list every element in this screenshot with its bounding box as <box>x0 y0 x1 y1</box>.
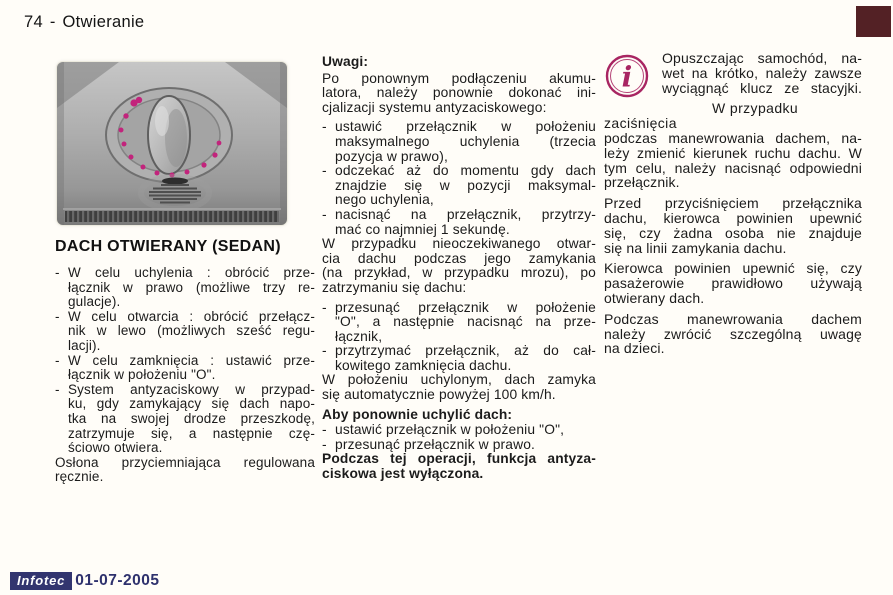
sunshade-note: Osłona przyciemniająca regulowana ręcznie. <box>55 454 315 485</box>
list-item-text: W celu uchylenia : obrócić prze- łącznik w prawo (możliwe trzy re- gulacje). <box>68 265 315 310</box>
list-item-text: odczekać aż do momentu gdy dach znajdzie się w pozycji maksymal- nego uchylenia, <box>335 163 596 208</box>
sunroof-instructions-list <box>55 266 315 485</box>
paragraph: Podczas manewrowania dachem należy zwrócić szczególną uwagę na dzieci. <box>604 310 862 357</box>
dash-bullet: - <box>322 436 327 452</box>
list-item-text: System antyzaciskowy w przypad- ku, gdy zamykający się dach napo- tka na swojej drodze przeszkodę, zatrzymuje się, a następnie czę- ściowo otwiera. <box>68 381 315 456</box>
paragraph: W położeniu uchylonym, dach zamyka się automatycznie powyżej 100 km/h. <box>322 372 596 403</box>
dash-bullet: - <box>322 119 327 135</box>
paragraph <box>604 101 862 190</box>
sunroof-dial-illustration <box>57 62 287 225</box>
right-column <box>604 51 862 362</box>
list-item <box>322 164 596 208</box>
section-heading: DACH OTWIERANY (SEDAN) <box>55 238 281 255</box>
list-item <box>322 438 596 453</box>
list-item <box>55 266 315 310</box>
info-icon <box>604 53 658 101</box>
footer-date: 01-07-2005 <box>75 572 160 589</box>
list-item <box>55 383 315 456</box>
sunroof-dial-photo <box>57 62 287 225</box>
paragraph-lead: W przypadku zaciśnięcia <box>604 100 799 132</box>
dash-bullet: - <box>322 343 327 359</box>
footer <box>10 572 160 590</box>
infotec-logo: Infotec <box>10 572 72 590</box>
list-item <box>322 120 596 164</box>
list-item-text: W celu otwarcia : obrócić przełącz- nik w lewo (możliwych sześć regu- lacji). <box>68 308 315 353</box>
left-column <box>55 62 315 490</box>
dash-bullet: - <box>55 265 60 280</box>
list-item <box>322 423 596 438</box>
page-header: 74 - Otwieranie <box>24 13 145 31</box>
dash-bullet: - <box>55 381 60 397</box>
list-item-text: przytrzymać przełącznik, aż do cał- kowitego zamknięcia dachu. <box>335 343 596 373</box>
list-item-text: W celu zamknięcia : ustawić prze- łącznik w położeniu "O". <box>68 352 315 383</box>
list-item <box>322 208 596 237</box>
list-item <box>55 354 315 383</box>
dash-bullet: - <box>55 308 60 324</box>
dash-bullet: - <box>55 352 60 368</box>
dash-bullet: - <box>322 163 327 179</box>
paragraph: Aby ponownie uchylić dach: <box>322 406 513 422</box>
list-item-text: nacisnąć na przełącznik, przytrzy- mać co najmniej 1 sekundę. <box>335 206 596 237</box>
list-item-text: ustawić przełącznik w położeniu "O", <box>335 422 565 438</box>
list-item <box>322 301 596 345</box>
list-item-text: ustawić przełącznik w położeniu maksymalnego uchylenia (trzecia pozycja w prawo), <box>335 119 596 164</box>
paragraph: Przed przyciśnięciem przełącznika dachu, kierowca powinien upewnić się, czy żadna osoba nie znajduje się na linii zamykania dachu. <box>604 195 862 256</box>
section-color-tab <box>856 6 891 37</box>
list-item-text: przesunąć przełącznik w położenie "O", a następnie nacisnąć na prze- łącznik, <box>335 299 596 344</box>
dash-bullet: - <box>322 206 327 222</box>
paragraph: Po ponownym podłączeniu akumu- latora, należy ponownie dokonać ini- cjalizacji systemu antyzaciskowego: <box>322 70 596 115</box>
warning-paragraph: Podczas tej operacji, funkcja antyza- ciskowa jest wyłączona. <box>322 451 596 482</box>
key-warning-paragraph: Opuszczając samochód, na- wet na krótko, należy zawsze wyciągnąć klucz ze stacyjki. <box>662 50 862 96</box>
list-item <box>55 310 315 354</box>
list-item-text: przesunąć przełącznik w prawo. <box>335 436 536 452</box>
knob-highlight <box>155 106 169 136</box>
list-item <box>322 344 596 373</box>
info-icon-glyph: i <box>621 60 633 94</box>
dash-bullet: - <box>322 299 327 315</box>
paragraph: Kierowca powinien upewnić się, czy pasażerowie prawidłowo używają otwierany dach. <box>604 260 862 306</box>
paragraph: W przypadku nieoczekiwanego otwar- cia dachu podczas jego zamykania (na przykład, w przypadku mrozu), po zatrzymaniu się dachu: <box>322 236 596 295</box>
dash-bullet: - <box>322 422 327 438</box>
middle-column <box>322 55 596 487</box>
paragraph-body: podczas manewrowania dachem, na- leży zmienić kierunek ruchu dachu. W tym celu, należy nacisnąć odpowiedni przełącznik. <box>604 129 862 191</box>
notes-title: Uwagi: <box>322 54 369 69</box>
